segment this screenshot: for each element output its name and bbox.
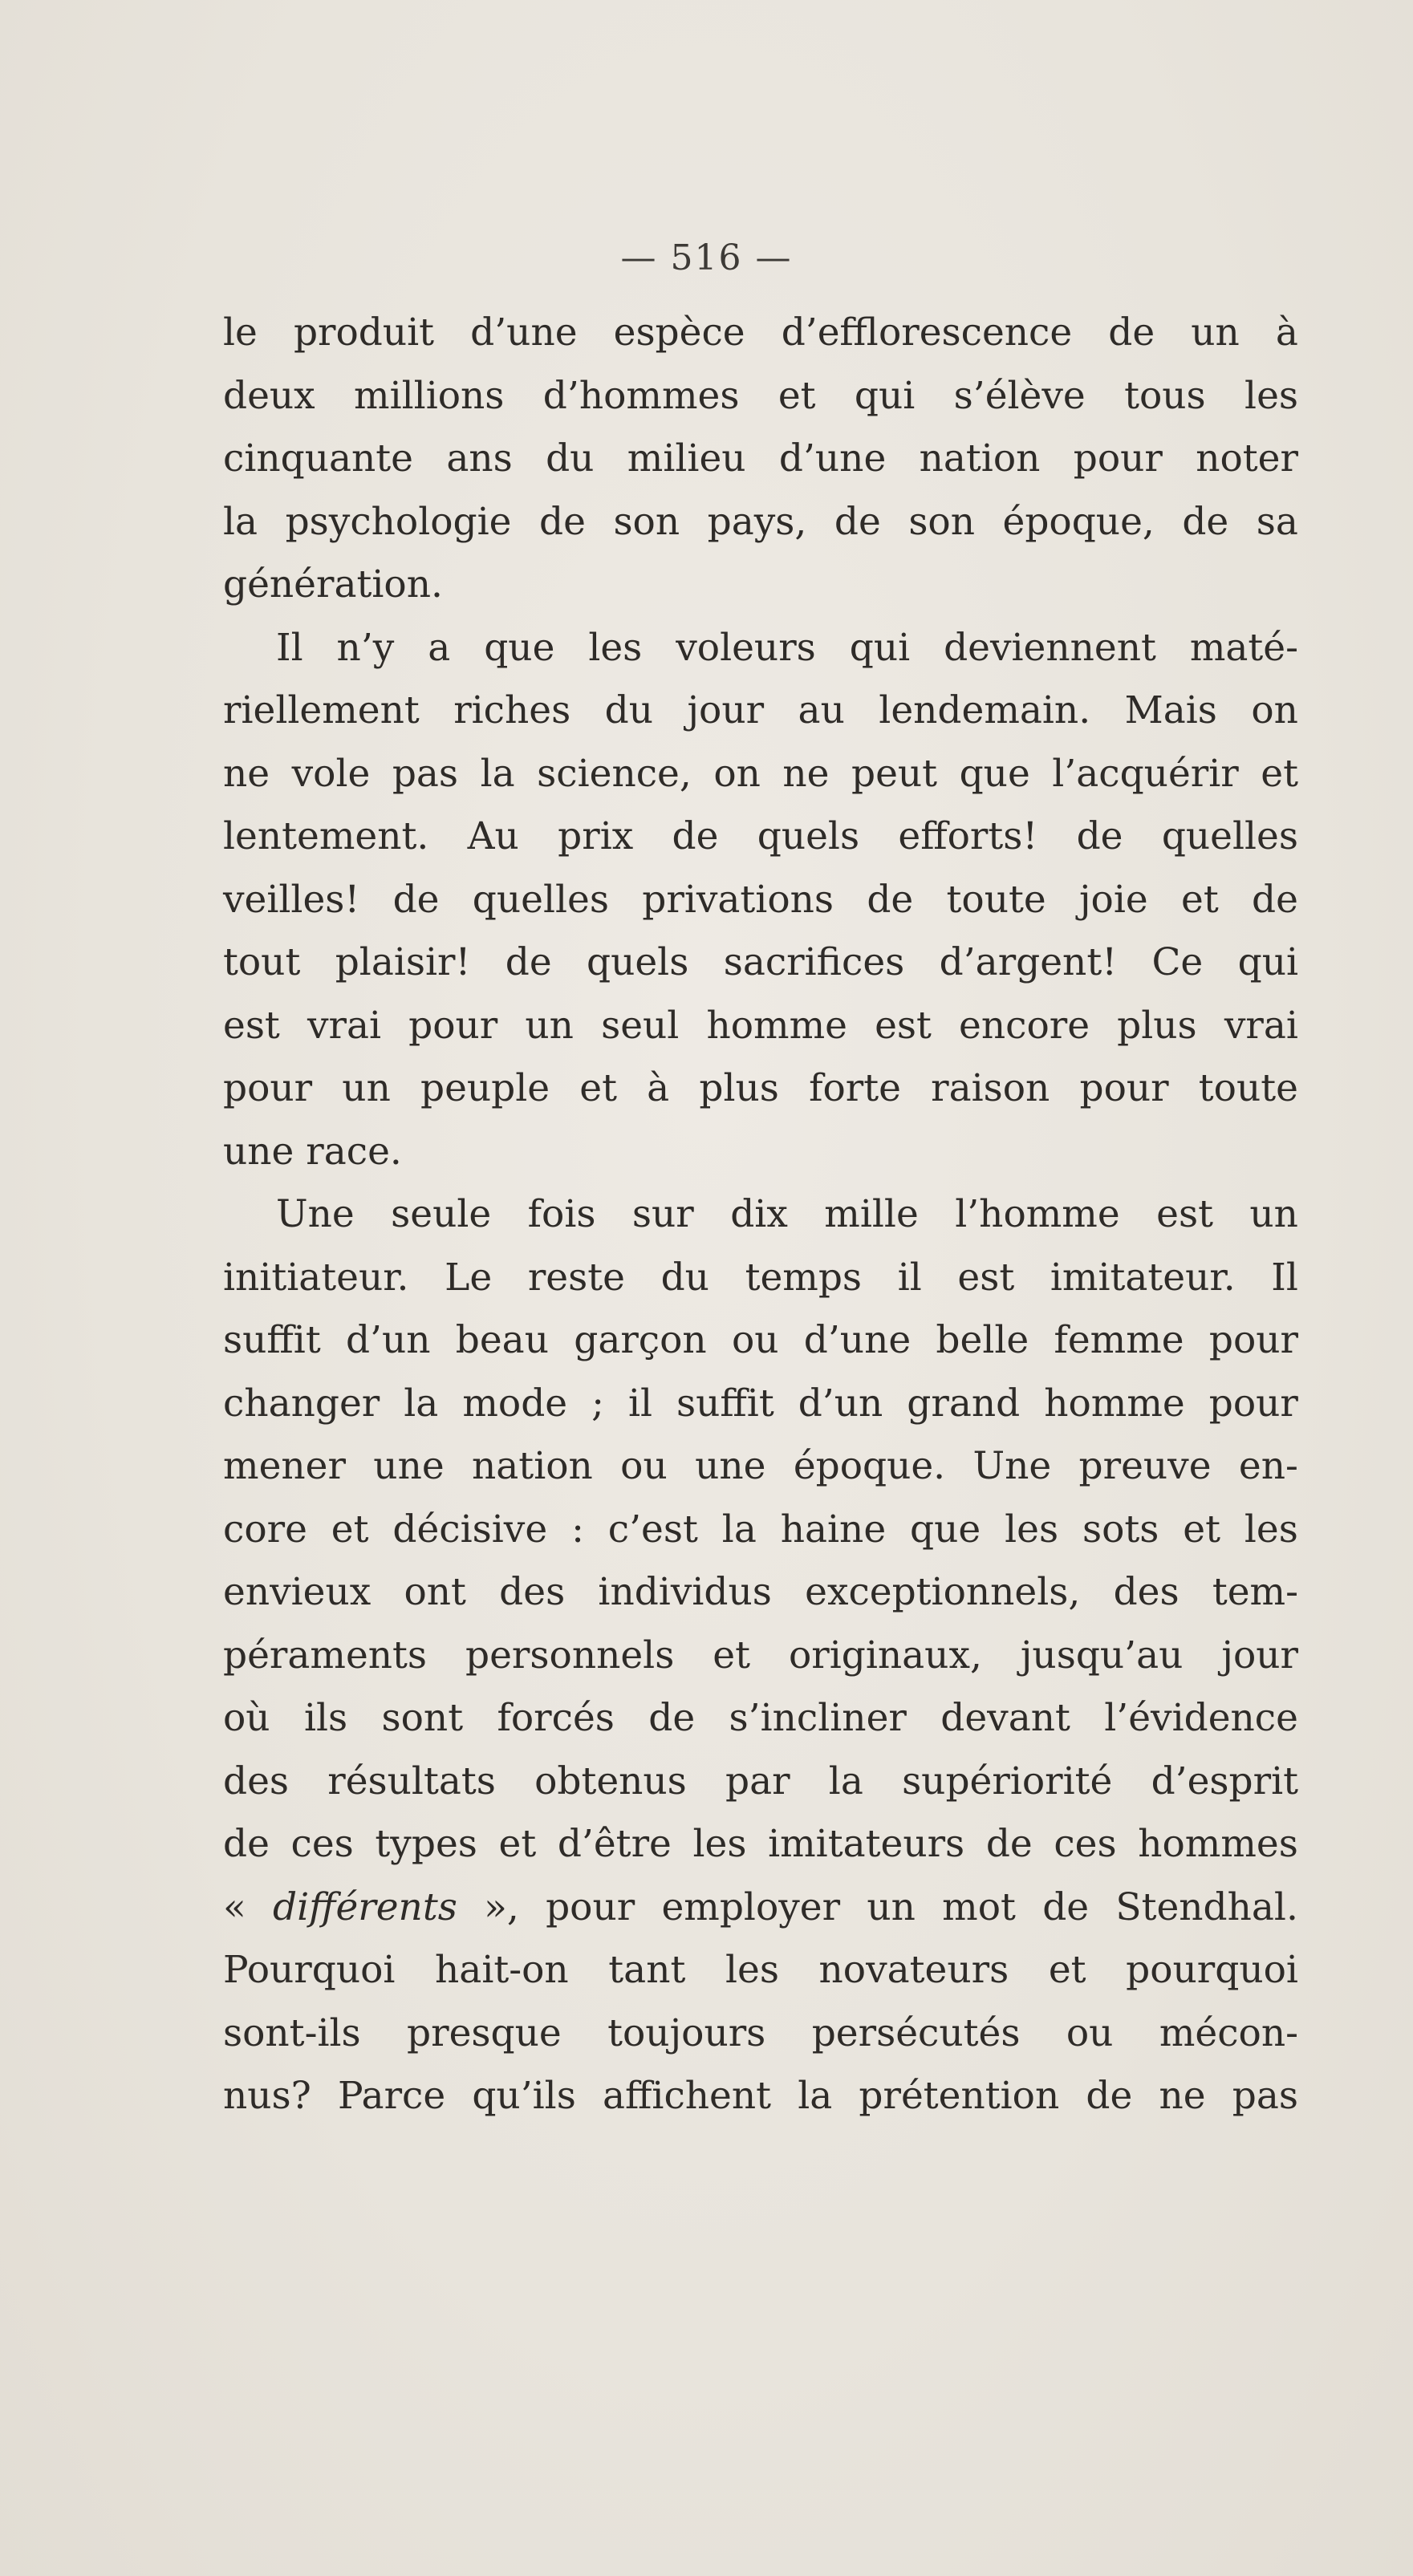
page-number: — 516 — [620, 237, 793, 278]
text-line: deux millions d’hommes et qui s’élève tous les [223, 373, 1298, 418]
text-line: Il n’y a que les voleurs qui deviennent maté- [276, 625, 1298, 670]
text-line: lentement. Au prix de quels efforts! de quelles [223, 814, 1298, 858]
text-line: riellement riches du jour au lendemain. Mais on [223, 688, 1298, 732]
text-line: sont-ils presque toujours persécutés ou mécon- [223, 2010, 1298, 2055]
text-line: est vrai pour un seul homme est encore plus vrai [223, 1003, 1298, 1048]
text-line: génération. [223, 562, 443, 606]
text-line: Pourquoi hait-on tant les novateurs et pourquoi [223, 1948, 1298, 1992]
text-line: péraments personnels et originaux, jusqu’au jour [223, 1633, 1298, 1677]
text-line: mener une nation ou une époque. Une preuve en- [223, 1444, 1298, 1488]
body-text [223, 302, 1298, 2128]
text-line: tout plaisir! de quels sacrifices d’argent! Ce qui [223, 940, 1298, 984]
text-line: suffit d’un beau garçon ou d’une belle femme pour [223, 1318, 1298, 1362]
text-line: pour un peuple et à plus forte raison pour toute [223, 1066, 1298, 1110]
text-line: nus? Parce qu’ils affichent la prétention de ne pas [223, 2074, 1298, 2118]
text-line: changer la mode ; il suffit d’un grand homme pour [223, 1381, 1298, 1426]
text-line: core et décisive : c’est la haine que les sots et les [223, 1507, 1298, 1552]
text-line: veilles! de quelles privations de toute joie et de [223, 877, 1298, 922]
text-line: des résultats obtenus par la supériorité d’esprit [223, 1759, 1298, 1803]
text-line: envieux ont des individus exceptionnels, des tem- [223, 1570, 1298, 1614]
text-line: où ils sont forcés de s’incliner devant l’évidence [223, 1696, 1298, 1740]
text-line: la psychologie de son pays, de son époque, de sa [223, 499, 1298, 544]
text-line: une race. [223, 1129, 402, 1174]
text-line: de ces types et d’être les imitateurs de ces hommes [223, 1822, 1298, 1866]
text-line: cinquante ans du milieu d’une nation pour noter [223, 436, 1298, 481]
text-line: Une seule fois sur dix mille l’homme est un [276, 1192, 1298, 1236]
text-line: le produit d’une espèce d’efflorescence de un à [223, 310, 1298, 355]
text-line: ne vole pas la science, on ne peut que l’acquérir et [223, 751, 1298, 796]
text-line: initiateur. Le reste du temps il est imitateur. Il [223, 1255, 1298, 1300]
text-line: « différents », pour employer un mot de Stendhal. [223, 1884, 1298, 1929]
